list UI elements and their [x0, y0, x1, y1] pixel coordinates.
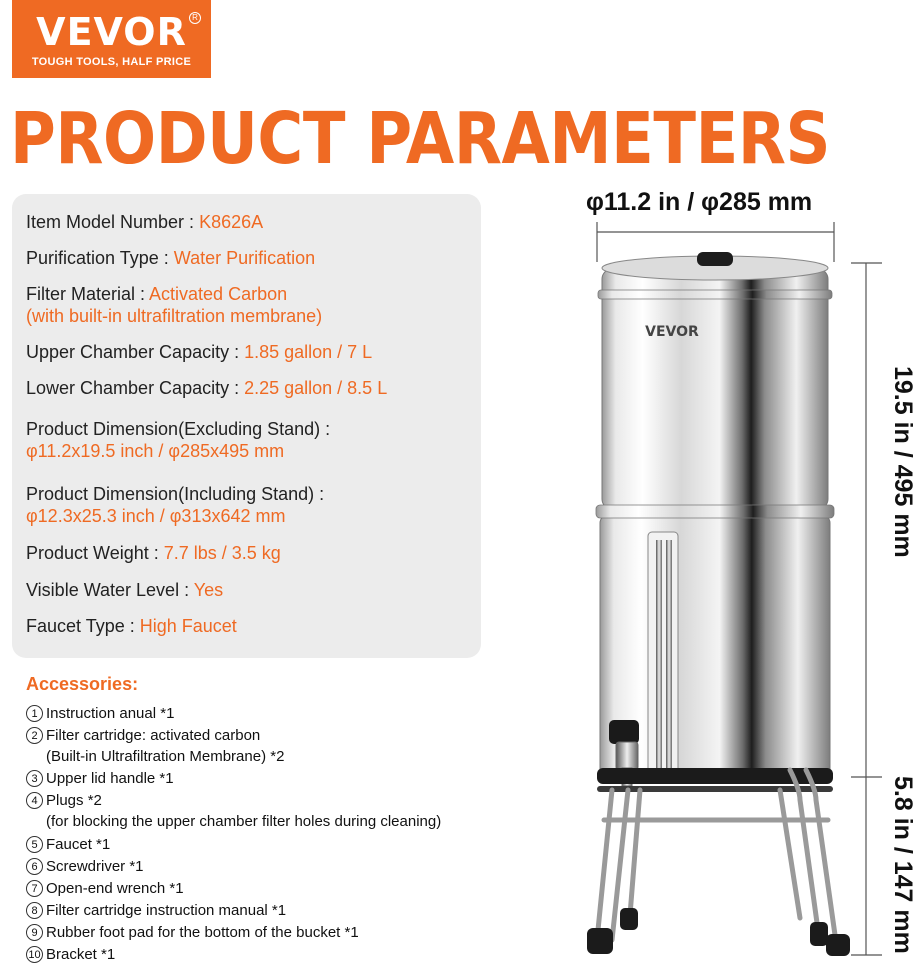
param-value: Yes — [193, 580, 224, 600]
param-water-level — [26, 579, 223, 601]
number-circle-icon: 3 — [26, 770, 43, 787]
stand-height-label: 5.8 in / 147 mm — [889, 776, 917, 954]
vevor-logo — [12, 0, 211, 78]
accessory-text: Screwdriver *1 — [46, 858, 144, 875]
param-model — [26, 211, 263, 233]
param-weight — [26, 542, 281, 564]
param-label: Item Model Number : — [26, 212, 200, 232]
param-label: Product Weight : — [26, 543, 164, 563]
accessory-item — [26, 835, 110, 855]
number-circle-icon: 7 — [26, 880, 43, 897]
accessory-text: Rubber foot pad for the bottom of the bucket *1 — [46, 924, 359, 941]
param-value: 2.25 gallon / 8.5 L — [244, 378, 388, 398]
param-lower-capacity — [26, 377, 387, 399]
param-label: Faucet Type : — [26, 616, 140, 636]
accessory-item — [26, 726, 285, 765]
param-label: Filter Material : — [26, 284, 150, 304]
param-value: High Faucet — [139, 616, 237, 636]
lid-knob — [697, 252, 733, 266]
accessory-text: Bracket *1 — [46, 946, 116, 963]
param-value-line2: (with built-in ultrafiltration membrane) — [26, 306, 323, 326]
accessory-item — [26, 923, 359, 943]
accessory-text: Filter cartridge: activated carbon — [46, 727, 261, 744]
diameter-label: φ11.2 in / φ285 mm — [586, 188, 813, 216]
param-faucet — [26, 615, 237, 637]
param-value: 7.7 lbs / 3.5 kg — [163, 543, 281, 563]
param-label: Product Dimension(Including Stand) : — [26, 484, 325, 504]
rubber-feet — [587, 908, 850, 956]
logo-tagline: TOUGH TOOLS, HALF PRICE — [31, 56, 192, 68]
param-value: K8626A — [199, 212, 264, 232]
number-circle-icon: 4 — [26, 792, 43, 809]
accessory-text: Upper lid handle *1 — [46, 770, 174, 787]
accessory-item — [26, 857, 144, 877]
accessory-text: Plugs *2 — [46, 792, 102, 809]
product-logo: VEVOR — [645, 324, 699, 340]
param-value: 1.85 gallon / 7 L — [244, 342, 373, 362]
param-dimension-excluding — [26, 418, 330, 462]
param-upper-capacity — [26, 341, 372, 363]
param-label: Lower Chamber Capacity : — [26, 378, 245, 398]
accessory-item — [26, 901, 286, 921]
accessory-item — [26, 879, 184, 899]
accessory-item — [26, 769, 174, 789]
accessory-subtext: (Built-in Ultrafiltration Membrane) *2 — [46, 748, 285, 765]
param-value: Activated Carbon — [149, 284, 288, 304]
param-dimension-including — [26, 483, 324, 527]
accessory-item — [26, 704, 174, 724]
logo-brand: VEVOR — [36, 10, 187, 54]
param-filter-material — [26, 283, 322, 327]
number-circle-icon: 5 — [26, 836, 43, 853]
accessory-text: Filter cartridge instruction manual *1 — [46, 902, 287, 919]
param-value-line2: φ12.3x25.3 inch / φ313x642 mm — [26, 506, 286, 526]
trademark-icon: R — [189, 12, 201, 24]
number-circle-icon: 1 — [26, 705, 43, 722]
param-label: Purification Type : — [26, 248, 174, 268]
number-circle-icon: 2 — [26, 727, 43, 744]
accessory-item — [26, 945, 115, 965]
param-label: Upper Chamber Capacity : — [26, 342, 245, 362]
param-label: Visible Water Level : — [26, 580, 194, 600]
accessory-text: Faucet *1 — [46, 836, 111, 853]
parameters-panel — [12, 194, 481, 658]
param-purification — [26, 247, 315, 269]
water-filter-illustration — [560, 215, 910, 972]
accessory-item — [26, 791, 442, 830]
accessories-title: Accessories: — [26, 674, 139, 694]
param-label: Product Dimension(Excluding Stand) : — [26, 419, 331, 439]
number-circle-icon: 6 — [26, 858, 43, 875]
number-circle-icon: 8 — [26, 902, 43, 919]
height-label: 19.5 in / 495 mm — [889, 366, 917, 558]
accessory-text: Open-end wrench *1 — [46, 880, 184, 897]
accessory-subtext: (for blocking the upper chamber filter holes during cleaning) — [46, 813, 442, 830]
number-circle-icon: 9 — [26, 924, 43, 941]
page-title: PRODUCT PARAMETERS — [10, 97, 831, 180]
accessory-text: Instruction anual *1 — [46, 705, 175, 722]
param-value-line2: φ11.2x19.5 inch / φ285x495 mm — [26, 441, 285, 461]
number-circle-icon: 10 — [26, 946, 43, 963]
param-value: Water Purification — [173, 248, 316, 268]
